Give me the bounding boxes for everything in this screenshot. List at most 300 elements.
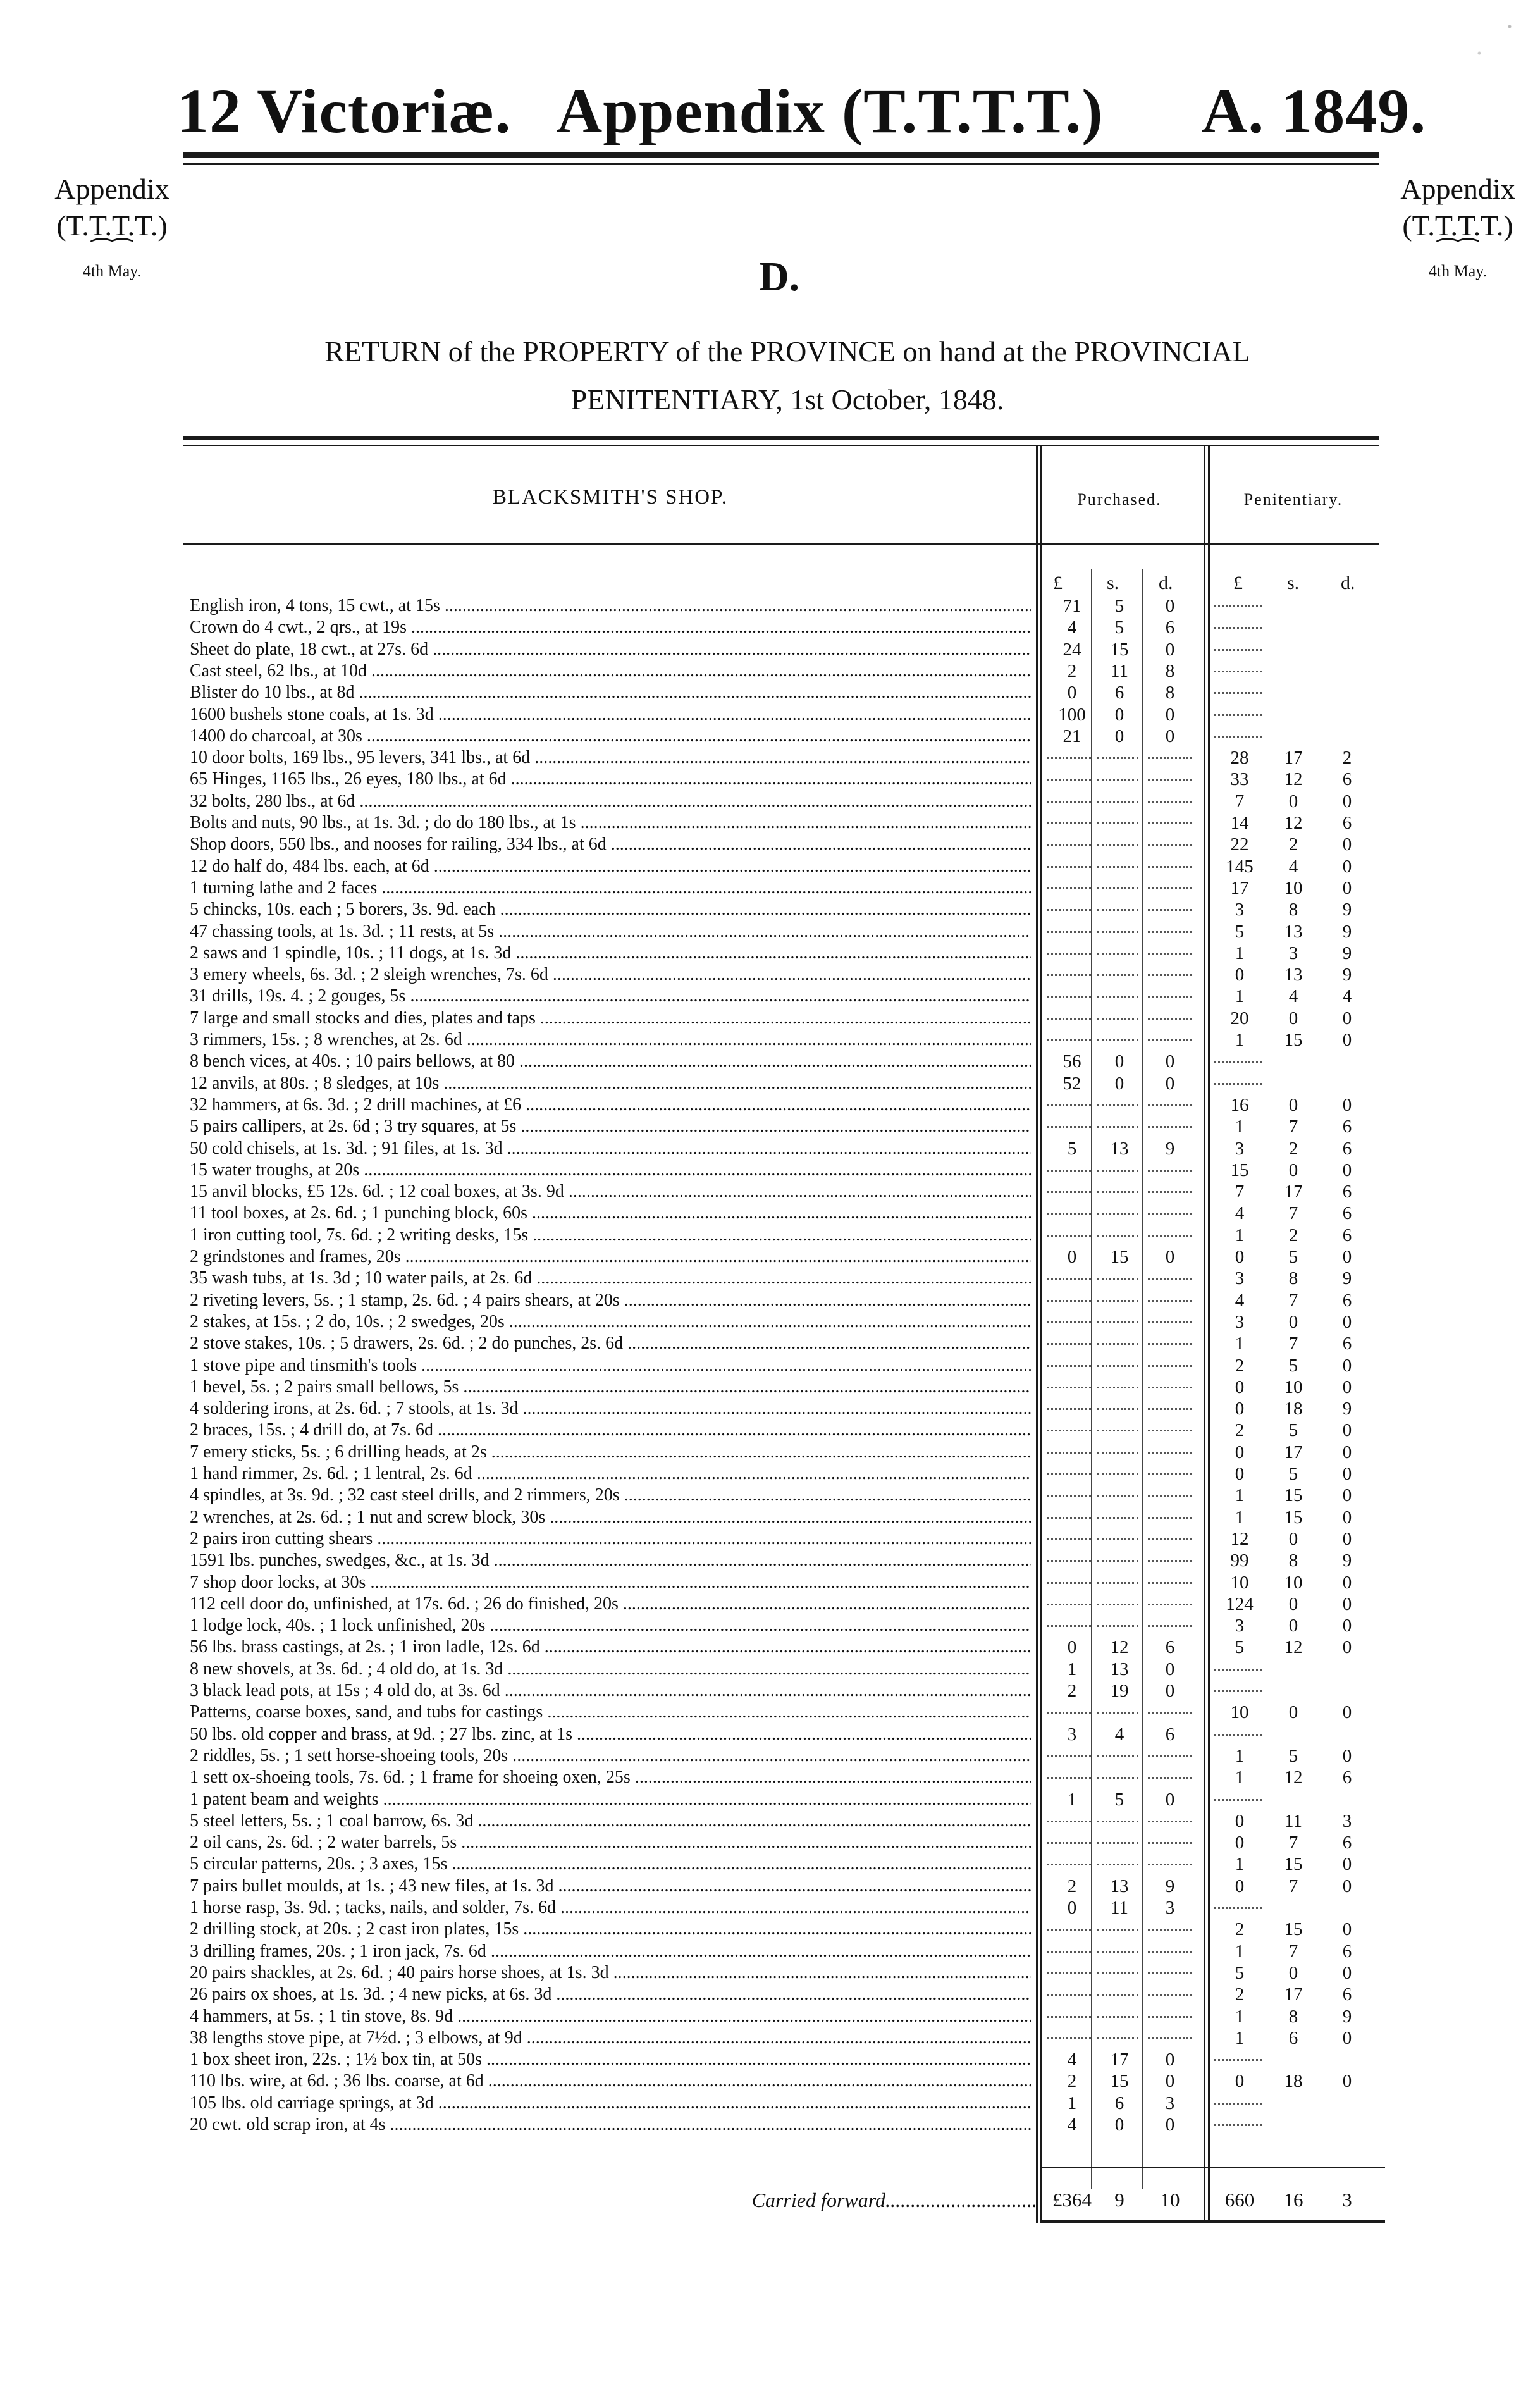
table-top-rule-thin	[183, 445, 1379, 446]
margin-note-right	[1385, 171, 1531, 281]
purchased-pounds: 4	[1067, 2115, 1077, 2135]
empty-cell-leader	[1097, 1538, 1138, 1540]
penitentiary-pounds: 22	[1230, 834, 1249, 855]
empty-cell-leader	[1097, 1517, 1138, 1519]
penitentiary-pence: 9	[1342, 1399, 1352, 1419]
empty-cell-leader	[1097, 909, 1138, 911]
empty-cell-leader	[1148, 1408, 1192, 1410]
item-description: 2 wrenches, at 2s. 6d. ; 1 nut and screw block, 30s .....	[190, 1508, 1031, 1527]
item-description: 2 saws and 1 spindle, 10s. ; 11 dogs, at 1s. 3d .....	[190, 944, 1031, 963]
purchased-shillings: 13	[1110, 1659, 1129, 1679]
empty-cell-leader	[1214, 671, 1262, 672]
penitentiary-pounds: 0	[1235, 1442, 1245, 1462]
item-description: 3 drilling frames, 20s. ; 1 iron jack, 7s. 6d .....	[190, 1942, 1031, 1961]
empty-cell-leader	[1047, 1929, 1091, 1931]
empty-cell-leader	[1097, 931, 1138, 933]
penitentiary-pounds: 4	[1235, 1203, 1245, 1224]
penitentiary-pence: 6	[1342, 1941, 1352, 1962]
empty-cell-leader	[1047, 1712, 1091, 1714]
empty-cell-leader	[1047, 1821, 1091, 1822]
empty-cell-leader	[1097, 1191, 1138, 1193]
penitentiary-pence: 9	[1342, 2006, 1352, 2027]
empty-cell-leader	[1047, 1842, 1091, 1844]
unit-shillings: s.	[1107, 572, 1119, 593]
item-description: 1 horse rasp, 3s. 9d. ; tacks, nails, and solder, 7s. 6d .....	[190, 1898, 1031, 1917]
item-description: 8 new shovels, at 3s. 6d. ; 4 old do, at 1s. 3d .....	[190, 1660, 1031, 1679]
penitentiary-pounds: 3	[1235, 1311, 1245, 1332]
penitentiary-pence: 4	[1342, 986, 1352, 1007]
empty-cell-leader	[1148, 1213, 1192, 1215]
empty-cell-leader	[1148, 1929, 1192, 1931]
empty-cell-leader	[1148, 1582, 1192, 1584]
empty-cell-leader	[1148, 1126, 1192, 1128]
empty-cell-leader	[1097, 1430, 1138, 1431]
empty-cell-leader	[1097, 1582, 1138, 1584]
penitentiary-pounds: 1	[1235, 1854, 1245, 1875]
margin-note-left	[39, 171, 185, 281]
penitentiary-shillings: 0	[1288, 1159, 1298, 1180]
penitentiary-pounds: 1	[1235, 943, 1245, 963]
item-description: 2 stakes, at 15s. ; 2 do, 10s. ; 2 swedges, 20s .....	[190, 1313, 1031, 1332]
empty-cell-leader	[1148, 1495, 1192, 1497]
penitentiary-shillings: 5	[1288, 1247, 1298, 1267]
margin-note-left-date: 4th May.	[82, 262, 142, 280]
penitentiary-pounds: 7	[1235, 1182, 1245, 1203]
empty-cell-leader	[1097, 974, 1138, 976]
purchased-shillings: 15	[1110, 639, 1129, 660]
item-description: 5 pairs callipers, at 2s. 6d ; 3 try squares, at 5s .....	[190, 1117, 1031, 1136]
penitentiary-shillings: 2	[1288, 834, 1298, 855]
penitentiary-pounds: 0	[1235, 965, 1245, 986]
item-description: 56 lbs. brass castings, at 2s. ; 1 iron ladle, 12s. 6d .....	[190, 1638, 1031, 1657]
empty-cell-leader	[1047, 1387, 1091, 1388]
total-purchased-shillings: 9	[1114, 2189, 1124, 2211]
empty-cell-leader	[1148, 1039, 1192, 1041]
purchased-pence: 6	[1165, 617, 1175, 638]
item-description: 4 soldering irons, at 2s. 6d. ; 7 stools, at 1s. 3d .....	[190, 1399, 1031, 1418]
penitentiary-pounds: 5	[1235, 921, 1245, 942]
penitentiary-shillings: 7	[1288, 1203, 1298, 1224]
item-description: 5 steel letters, 5s. ; 1 coal barrow, 6s. 3d .....	[190, 1812, 1031, 1831]
empty-cell-leader	[1097, 1864, 1138, 1865]
penitentiary-pounds: 10	[1230, 1702, 1249, 1723]
empty-cell-leader	[1097, 887, 1138, 889]
empty-cell-leader	[1148, 1560, 1192, 1562]
running-head-right: A. 1849.	[1202, 76, 1427, 146]
empty-cell-leader	[1047, 931, 1091, 933]
unit-pence: d.	[1341, 572, 1355, 593]
empty-cell-leader	[1047, 1538, 1091, 1540]
empty-cell-leader	[1047, 1604, 1091, 1605]
empty-cell-leader	[1214, 1734, 1262, 1736]
penitentiary-pence: 0	[1342, 1572, 1352, 1593]
penitentiary-shillings: 13	[1284, 965, 1303, 986]
penitentiary-pounds: 1	[1235, 1485, 1245, 1506]
item-description: 20 cwt. old scrap iron, at 4s .....	[190, 2115, 1031, 2134]
empty-cell-leader	[1097, 757, 1138, 759]
empty-cell-leader	[1097, 996, 1138, 998]
empty-cell-leader	[1047, 974, 1091, 976]
empty-cell-leader	[1214, 1907, 1262, 1909]
item-description: 11 tool boxes, at 2s. 6d. ; 1 punching block, 60s .....	[190, 1204, 1031, 1223]
empty-cell-leader	[1214, 2059, 1262, 2061]
item-description: 32 hammers, at 6s. 3d. ; 2 drill machines, at £6 .....	[190, 1096, 1031, 1115]
empty-cell-leader	[1148, 801, 1192, 803]
item-description: Cast steel, 62 lbs., at 10d .....	[190, 662, 1031, 681]
title-line-1: RETURN of the PROPERTY of the PROVINCE on hand at the PROVINCIAL	[324, 335, 1250, 368]
penitentiary-pounds: 7	[1235, 791, 1245, 812]
unit-pounds: £	[1233, 572, 1243, 593]
empty-cell-leader	[1148, 1321, 1192, 1323]
empty-cell-leader	[1148, 2037, 1192, 2039]
purchased-shillings: 13	[1110, 1138, 1129, 1159]
penitentiary-pounds: 0	[1235, 1810, 1245, 1831]
item-description: Blister do 10 lbs., at 8d .....	[190, 683, 1031, 702]
penitentiary-column-header: Penitentiary.	[1243, 490, 1343, 509]
purchased-pounds: 3	[1067, 1724, 1077, 1745]
penitentiary-pence: 0	[1342, 2027, 1352, 2048]
purchased-pence: 0	[1165, 704, 1175, 725]
purchased-pounds: 4	[1067, 2050, 1077, 2070]
item-description: 4 spindles, at 3s. 9d. ; 32 cast steel drills, and 2 rimmers, 20s .....	[190, 1486, 1031, 1505]
item-description: 2 drilling stock, at 20s. ; 2 cast iron plates, 15s .....	[190, 1920, 1031, 1939]
running-head-center: Appendix (T.T.T.T.)	[557, 76, 1104, 146]
penitentiary-pounds: 5	[1235, 1962, 1245, 1983]
penitentiary-pence: 6	[1342, 1225, 1352, 1246]
penitentiary-shillings: 17	[1284, 1984, 1303, 2005]
penitentiary-shillings: 0	[1288, 1008, 1298, 1029]
item-description: 3 rimmers, 15s. ; 8 wrenches, at 2s. 6d .....	[190, 1030, 1031, 1049]
penitentiary-shillings: 4	[1288, 856, 1298, 877]
empty-cell-leader	[1148, 1842, 1192, 1844]
item-description: 47 chassing tools, at 1s. 3d. ; 11 rests, at 5s .....	[190, 922, 1031, 941]
empty-cell-leader	[1214, 2103, 1262, 2105]
empty-cell-leader	[1214, 605, 1262, 607]
penitentiary-pence: 9	[1342, 921, 1352, 942]
purchased-pence: 0	[1165, 726, 1175, 746]
empty-cell-leader	[1214, 649, 1262, 651]
empty-cell-leader	[1148, 1387, 1192, 1388]
penitentiary-shillings: 15	[1284, 1919, 1303, 1940]
penitentiary-pence: 9	[1342, 900, 1352, 920]
empty-cell-leader	[1047, 757, 1091, 759]
empty-cell-leader	[1047, 1755, 1091, 1757]
margin-note-left-line1: Appendix	[54, 173, 169, 205]
margin-note-right-date: 4th May.	[1428, 262, 1488, 280]
empty-cell-leader	[1148, 1343, 1192, 1345]
penitentiary-pounds: 12	[1230, 1528, 1249, 1549]
item-description: Crown do 4 cwt., 2 qrs., at 19s .....	[190, 618, 1031, 637]
penitentiary-shillings: 7	[1288, 1333, 1298, 1354]
purchased-pounds: 1	[1067, 1659, 1077, 1679]
purchased-shillings: 17	[1110, 2050, 1129, 2070]
item-description: 7 large and small stocks and dies, plates and taps .....	[190, 1009, 1031, 1028]
penitentiary-pounds: 2	[1235, 1355, 1245, 1376]
item-description: 10 door bolts, 169 lbs., 95 levers, 341 lbs., at 6d .....	[190, 748, 1031, 767]
penitentiary-shillings: 12	[1284, 813, 1303, 833]
purchased-pounds: 1	[1067, 1789, 1077, 1810]
empty-cell-leader	[1047, 1777, 1091, 1779]
item-description: 1 stove pipe and tinsmith's tools .....	[190, 1356, 1031, 1375]
purchased-column-header: Purchased.	[1077, 490, 1162, 509]
item-description: 2 stove stakes, 10s. ; 5 drawers, 2s. 6d. ; 2 do punches, 2s. 6d .....	[190, 1334, 1031, 1353]
brace-ornament: ⁀⁀	[1437, 238, 1479, 267]
total-penitentiary-pence: 3	[1342, 2189, 1352, 2211]
item-description: 112 cell door do, unfinished, at 17s. 6d. ; 26 do finished, 20s .....	[190, 1595, 1031, 1614]
purchased-shillings: 12	[1110, 1637, 1129, 1658]
purchased-pence: 8	[1165, 660, 1175, 681]
penitentiary-shillings: 0	[1288, 1616, 1298, 1636]
item-description: 1 lodge lock, 40s. ; 1 lock unfinished, 20s .....	[190, 1616, 1031, 1635]
penitentiary-shillings: 15	[1284, 1854, 1303, 1875]
empty-cell-leader	[1214, 736, 1262, 738]
empty-cell-leader	[1214, 1690, 1262, 1692]
penitentiary-pounds: 3	[1235, 900, 1245, 920]
empty-cell-leader	[1097, 953, 1138, 955]
empty-cell-leader	[1047, 844, 1091, 846]
empty-cell-leader	[1097, 1213, 1138, 1215]
empty-cell-leader	[1097, 1018, 1138, 1020]
penitentiary-pounds: 0	[1235, 1399, 1245, 1419]
penitentiary-shillings: 11	[1284, 1810, 1302, 1831]
penitentiary-pence: 6	[1342, 1182, 1352, 1203]
empty-cell-leader	[1148, 953, 1192, 955]
penitentiary-pounds: 2	[1235, 1984, 1245, 2005]
purchased-shillings: 0	[1114, 726, 1124, 746]
total-penitentiary-pounds: 660	[1224, 2189, 1255, 2211]
penitentiary-pounds: 1	[1235, 1941, 1245, 1962]
header-rule	[183, 152, 1379, 158]
empty-cell-leader	[1097, 1994, 1138, 1996]
penitentiary-pence: 0	[1342, 1094, 1352, 1115]
empty-cell-leader	[1047, 779, 1091, 781]
penitentiary-pence: 6	[1342, 1833, 1352, 1853]
empty-cell-leader	[1047, 1408, 1091, 1410]
penitentiary-pence: 6	[1342, 769, 1352, 790]
item-description: Patterns, coarse boxes, sand, and tubs for castings .....	[190, 1703, 1031, 1722]
item-description: 38 lengths stove pipe, at 7½d. ; 3 elbows, at 9d .....	[190, 2029, 1031, 2048]
purchased-shillings: 15	[1110, 2071, 1129, 2092]
bottom-rule	[1040, 2220, 1385, 2223]
penitentiary-pounds: 3	[1235, 1268, 1245, 1289]
empty-cell-leader	[1148, 1300, 1192, 1302]
empty-cell-leader	[1047, 1994, 1091, 1996]
empty-cell-leader	[1047, 1278, 1091, 1280]
empty-cell-leader	[1148, 822, 1192, 824]
empty-cell-leader	[1148, 1452, 1192, 1454]
penitentiary-pounds: 1	[1235, 2006, 1245, 2027]
carried-forward-label: Carried forward..............................	[751, 2189, 1037, 2211]
penitentiary-shillings: 8	[1288, 1268, 1298, 1289]
penitentiary-pounds: 28	[1230, 748, 1249, 769]
purchased-shillings: 11	[1111, 1898, 1128, 1918]
item-description: Bolts and nuts, 90 lbs., at 1s. 3d. ; do do 180 lbs., at 1s .....	[190, 813, 1031, 832]
penitentiary-shillings: 7	[1288, 1833, 1298, 1853]
item-description: 3 emery wheels, 6s. 3d. ; 2 sleigh wrenches, 7s. 6d .....	[190, 965, 1031, 984]
item-description: 8 bench vices, at 40s. ; 10 pairs bellows, at 80 .....	[190, 1052, 1031, 1071]
item-description: 1400 do charcoal, at 30s .....	[190, 727, 1031, 746]
item-description: English iron, 4 tons, 15 cwt., at 15s .....	[190, 597, 1031, 615]
penitentiary-shillings: 0	[1288, 1962, 1298, 1983]
empty-cell-leader	[1047, 1430, 1091, 1431]
purchased-pounds: 0	[1067, 1898, 1077, 1918]
empty-cell-leader	[1047, 1473, 1091, 1475]
penitentiary-pence: 6	[1342, 1116, 1352, 1137]
purchased-pence: 0	[1165, 1659, 1175, 1679]
empty-cell-leader	[1097, 1777, 1138, 1779]
empty-cell-leader	[1047, 1321, 1091, 1323]
penitentiary-shillings: 0	[1288, 1702, 1298, 1723]
penitentiary-pence: 0	[1342, 1311, 1352, 1332]
item-description: 50 lbs. old copper and brass, at 9d. ; 27 lbs. zinc, at 1s .....	[190, 1725, 1031, 1744]
empty-cell-leader	[1047, 1517, 1091, 1519]
empty-cell-leader	[1097, 779, 1138, 781]
penitentiary-pounds: 3	[1235, 1616, 1245, 1636]
empty-cell-leader	[1148, 1821, 1192, 1822]
purchased-pounds: 1	[1067, 2093, 1077, 2113]
empty-cell-leader	[1097, 1972, 1138, 1974]
purchased-pounds: 2	[1067, 660, 1077, 681]
penitentiary-pounds: 0	[1235, 2071, 1245, 2092]
empty-cell-leader	[1148, 1994, 1192, 1996]
subcolumn-divider	[1091, 569, 1092, 2189]
empty-cell-leader	[1148, 1365, 1192, 1367]
empty-cell-leader	[1047, 1495, 1091, 1497]
empty-cell-leader	[1148, 1170, 1192, 1172]
penitentiary-shillings: 13	[1284, 921, 1303, 942]
penitentiary-pence: 0	[1342, 1528, 1352, 1549]
empty-cell-leader	[1214, 1799, 1262, 1801]
empty-cell-leader	[1148, 1864, 1192, 1865]
purchased-shillings: 6	[1114, 2093, 1124, 2113]
empty-cell-leader	[1097, 2037, 1138, 2039]
purchased-shillings: 5	[1114, 617, 1124, 638]
penitentiary-shillings: 0	[1288, 1094, 1298, 1115]
empty-cell-leader	[1148, 1473, 1192, 1475]
empty-cell-leader	[1097, 1842, 1138, 1844]
empty-cell-leader	[1148, 1538, 1192, 1540]
penitentiary-pounds: 99	[1230, 1550, 1249, 1571]
purchased-pence: 9	[1165, 1138, 1175, 1159]
purchased-shillings: 5	[1114, 1789, 1124, 1810]
margin-note-right-line2: (T.T.T.T.)	[1402, 209, 1513, 242]
empty-cell-leader	[1097, 1365, 1138, 1367]
carried-forward-text: Carried forward	[751, 2189, 885, 2211]
section-heading: BLACKSMITH'S SHOP.	[492, 486, 729, 509]
empty-cell-leader	[1047, 1864, 1091, 1865]
empty-cell-leader	[1148, 974, 1192, 976]
penitentiary-pence: 0	[1342, 1030, 1352, 1050]
item-description: 7 emery sticks, 5s. ; 6 drilling heads, at 2s .....	[190, 1443, 1031, 1462]
empty-cell-leader	[1097, 1929, 1138, 1931]
empty-cell-leader	[1148, 844, 1192, 846]
penitentiary-shillings: 15	[1284, 1507, 1303, 1528]
empty-cell-leader	[1097, 1625, 1138, 1627]
item-description: 50 cold chisels, at 1s. 3d. ; 91 files, at 1s. 3d .....	[190, 1139, 1031, 1158]
penitentiary-pounds: 0	[1235, 1833, 1245, 1853]
column-divider	[1040, 446, 1042, 2223]
empty-cell-leader	[1047, 996, 1091, 998]
penitentiary-shillings: 18	[1284, 1399, 1303, 1419]
purchased-pounds: 71	[1063, 596, 1081, 616]
penitentiary-pounds: 0	[1235, 1464, 1245, 1484]
penitentiary-pence: 0	[1342, 1507, 1352, 1528]
penitentiary-shillings: 8	[1288, 1550, 1298, 1571]
penitentiary-pounds: 2	[1235, 1420, 1245, 1441]
penitentiary-pence: 0	[1342, 791, 1352, 812]
empty-cell-leader	[1047, 1126, 1091, 1128]
empty-cell-leader	[1214, 1669, 1262, 1671]
penitentiary-pounds: 0	[1235, 1247, 1245, 1267]
penitentiary-shillings: 7	[1288, 1116, 1298, 1137]
purchased-shillings: 0	[1114, 2115, 1124, 2135]
item-description: 15 anvil blocks, £5 12s. 6d. ; 12 coal boxes, at 3s. 9d .....	[190, 1182, 1031, 1201]
empty-cell-leader	[1214, 2124, 1262, 2126]
empty-cell-leader	[1148, 1104, 1192, 1106]
empty-cell-leader	[1148, 1517, 1192, 1519]
purchased-pence: 3	[1165, 1898, 1175, 1918]
penitentiary-pence: 6	[1342, 1767, 1352, 1788]
purchased-pounds: 2	[1067, 1876, 1077, 1896]
empty-cell-leader	[1097, 844, 1138, 846]
penitentiary-pounds: 5	[1235, 1637, 1245, 1658]
empty-cell-leader	[1148, 1191, 1192, 1193]
purchased-shillings: 11	[1111, 660, 1128, 681]
purchased-pence: 8	[1165, 683, 1175, 703]
page-speckle	[1439, 0, 1540, 89]
empty-cell-leader	[1097, 1473, 1138, 1475]
empty-cell-leader	[1047, 1560, 1091, 1562]
penitentiary-pence: 0	[1342, 1376, 1352, 1397]
empty-cell-leader	[1047, 1452, 1091, 1454]
margin-note-right-line1: Appendix	[1400, 173, 1515, 205]
purchased-pounds: 0	[1067, 683, 1077, 703]
penitentiary-shillings: 12	[1284, 1637, 1303, 1658]
item-description: 65 Hinges, 1165 lbs., 26 eyes, 180 lbs., at 6d .....	[190, 770, 1031, 789]
penitentiary-shillings: 18	[1284, 2071, 1303, 2092]
empty-cell-leader	[1097, 1170, 1138, 1172]
empty-cell-leader	[1148, 1604, 1192, 1605]
penitentiary-shillings: 15	[1284, 1485, 1303, 1506]
penitentiary-pence: 0	[1342, 1637, 1352, 1658]
penitentiary-shillings: 8	[1288, 900, 1298, 920]
penitentiary-pounds: 3	[1235, 1138, 1245, 1159]
unit-shillings: s.	[1287, 572, 1300, 593]
penitentiary-pounds: 33	[1230, 769, 1249, 790]
empty-cell-leader	[1148, 1951, 1192, 1953]
purchased-pence: 0	[1165, 2050, 1175, 2070]
penitentiary-pence: 0	[1342, 1745, 1352, 1766]
penitentiary-pounds: 16	[1230, 1094, 1249, 1115]
empty-cell-leader	[1214, 1083, 1262, 1085]
penitentiary-shillings: 17	[1284, 748, 1303, 769]
empty-cell-leader	[1148, 1712, 1192, 1714]
purchased-pence: 0	[1165, 596, 1175, 616]
empty-cell-leader	[1047, 887, 1091, 889]
purchased-pounds: 2	[1067, 2071, 1077, 2092]
purchased-pounds: 21	[1063, 726, 1081, 746]
penitentiary-shillings: 6	[1288, 2027, 1298, 2048]
item-description: 4 hammers, at 5s. ; 1 tin stove, 8s. 9d .....	[190, 2007, 1031, 2026]
penitentiary-pence: 0	[1342, 1355, 1352, 1376]
empty-cell-leader	[1214, 692, 1262, 694]
purchased-pounds: 52	[1063, 1073, 1081, 1094]
item-description: 1591 lbs. punches, swedges, &c., at 1s. 3d .....	[190, 1551, 1031, 1570]
item-description: 1 iron cutting tool, 7s. 6d. ; 2 writing desks, 15s .....	[190, 1226, 1031, 1245]
empty-cell-leader	[1097, 1560, 1138, 1562]
penitentiary-pence: 0	[1342, 834, 1352, 855]
penitentiary-shillings: 7	[1288, 1876, 1298, 1896]
